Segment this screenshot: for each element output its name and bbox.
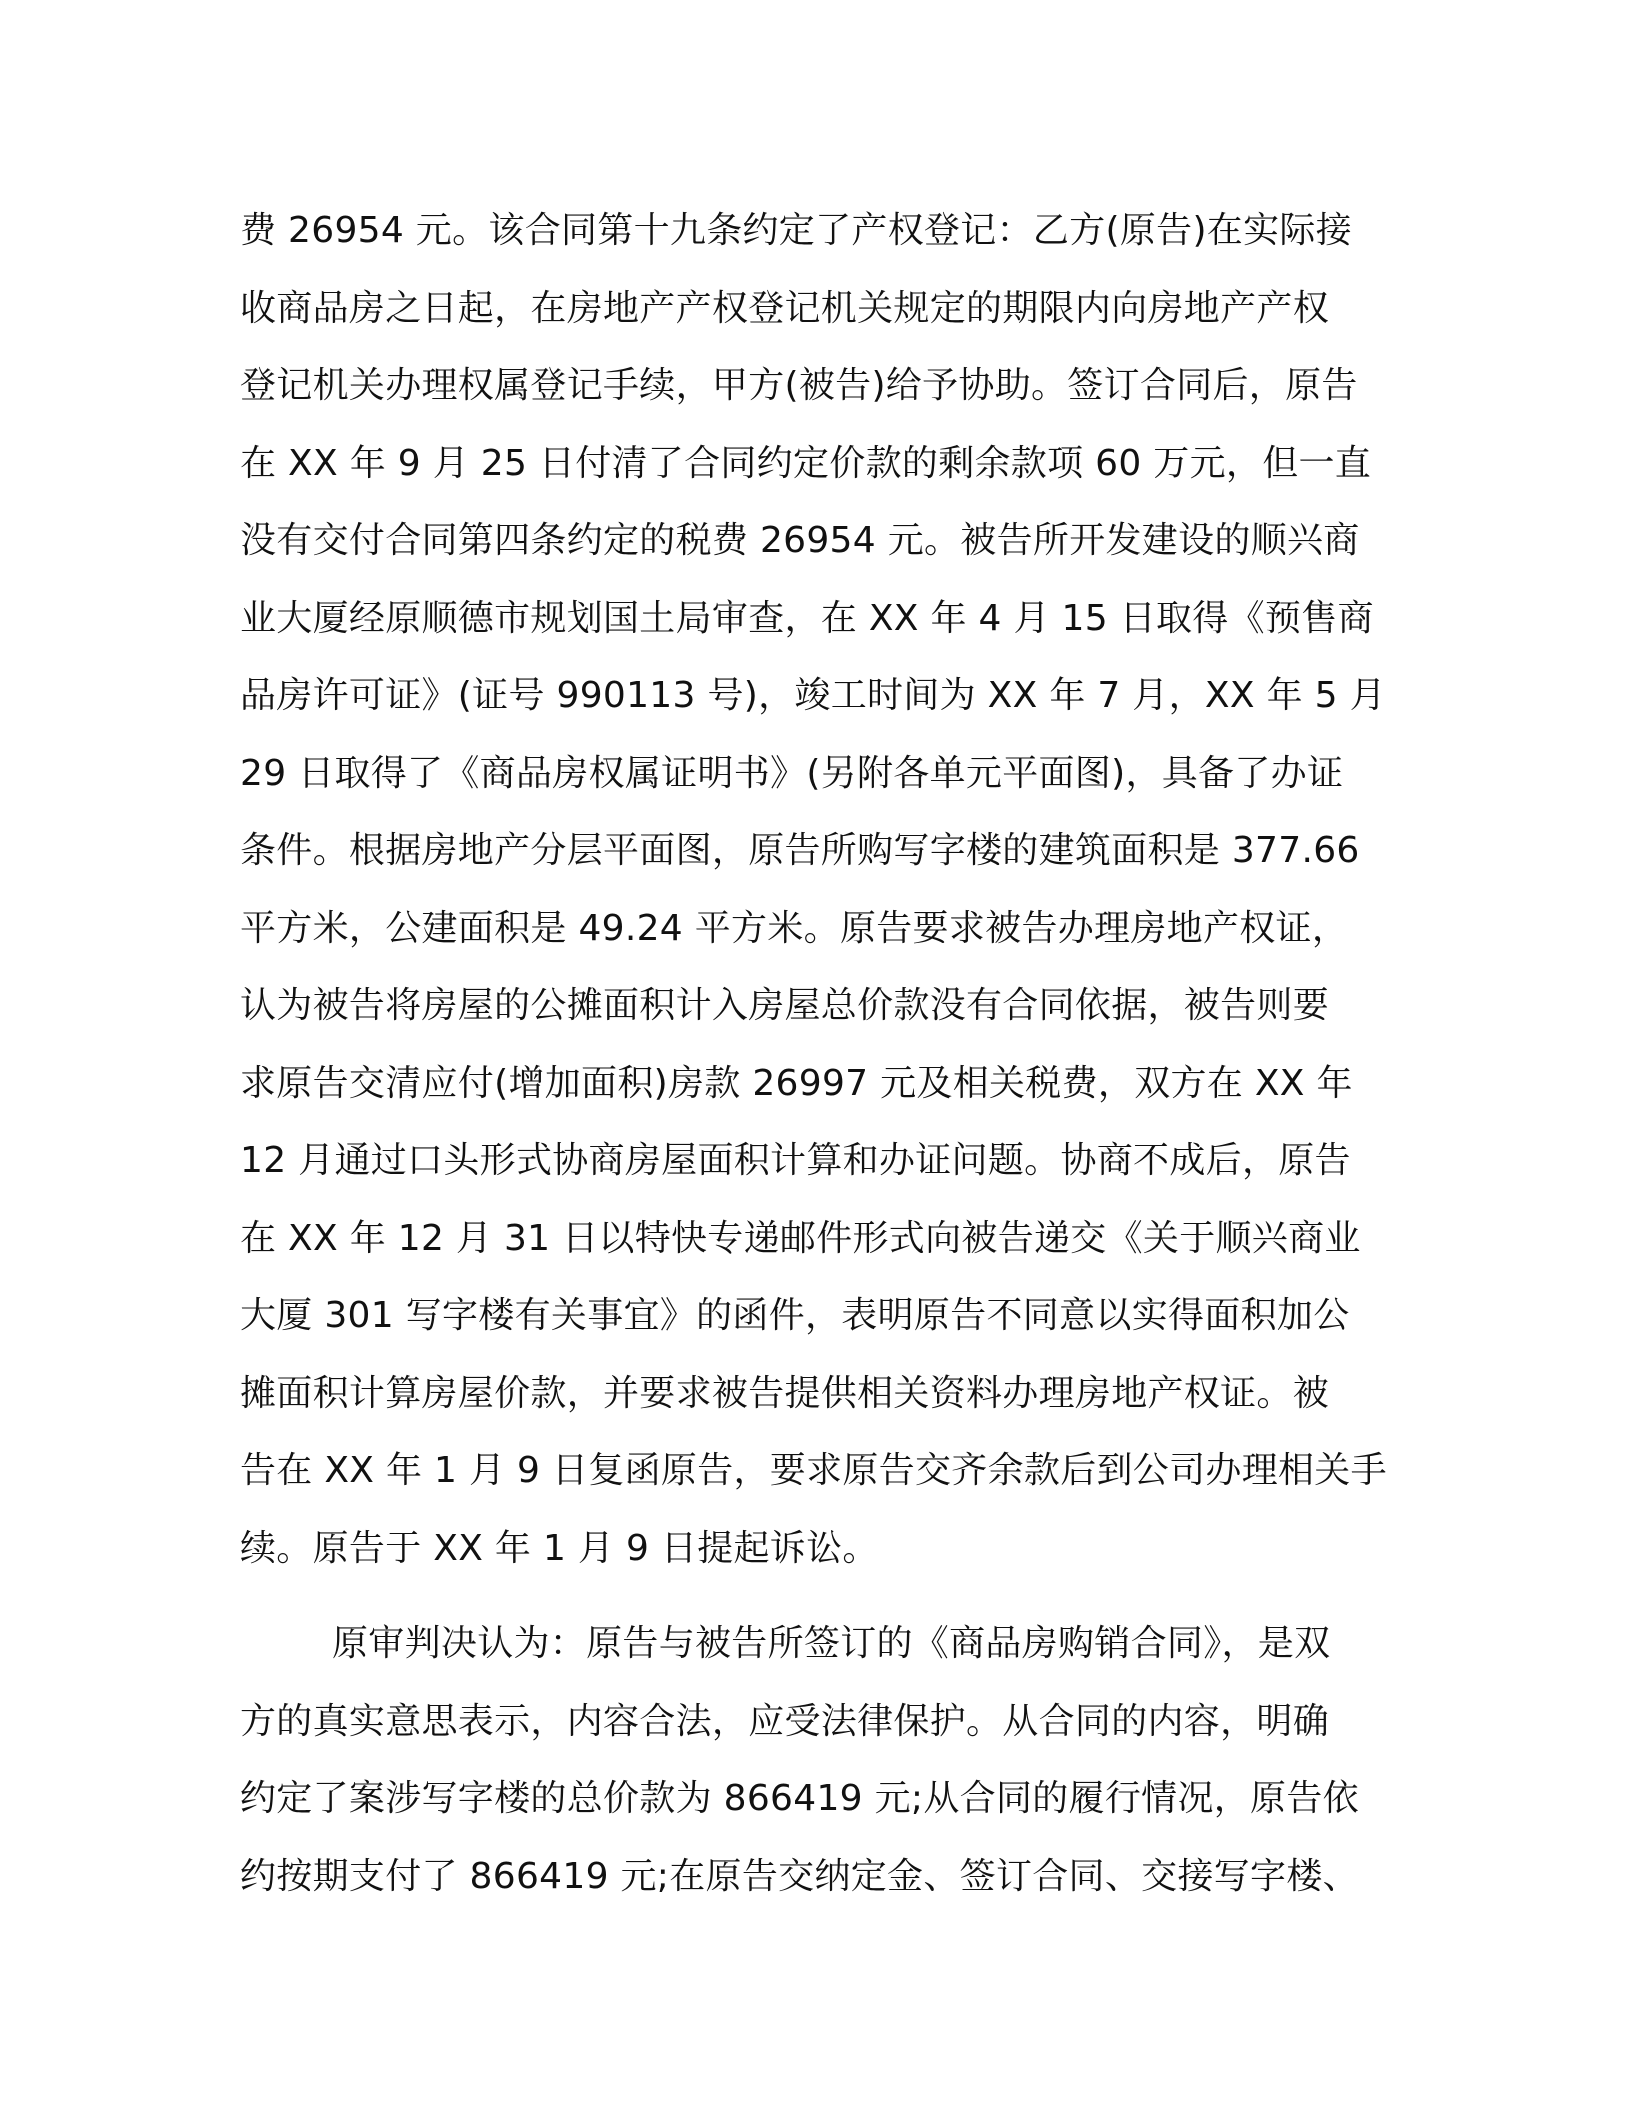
text-line: 没有交付合同第四条约定的税费 26954 元。被告所开发建设的顺兴商	[240, 520, 1360, 561]
text-line: 原审判决认为：原告与被告所签订的《商品房购销合同》，是双	[332, 1623, 1331, 1664]
text-line: 约定了案涉写字楼的总价款为 866419 元;从合同的履行情况，原告依	[240, 1778, 1359, 1819]
text-line: 登记机关办理权属登记手续，甲方(被告)给予协助。签订合同后，原告	[240, 365, 1358, 406]
document-body	[240, 192, 1390, 1915]
paragraph-spacer	[240, 1587, 1390, 1605]
text-line: 认为被告将房屋的公摊面积计入房屋总价款没有合同依据，被告则要	[240, 985, 1330, 1026]
text-line: 在 XX 年 12 月 31 日以特快专递邮件形式向被告递交《关于顺兴商业	[240, 1217, 1361, 1259]
text-line: 大厦 301 写字楼有关事宜》的函件，表明原告不同意以实得面积加公	[240, 1295, 1350, 1336]
text-line: 方的真实意思表示，内容合法，应受法律保护。从合同的内容，明确	[240, 1700, 1330, 1742]
text-line: 平方米，公建面积是 49.24 平方米。原告要求被告办理房地产权证，	[240, 907, 1349, 949]
text-line: 12 月通过口头形式协商房屋面积计算和办证问题。协商不成后，原告	[240, 1140, 1351, 1181]
text-line: 收商品房之日起，在房地产产权登记机关规定的期限内向房地产产权	[240, 287, 1330, 329]
text-line: 求原告交清应付(增加面积)房款 26997 元及相关税费，双方在 XX 年	[240, 1062, 1353, 1104]
text-line: 摊面积计算房屋价款，并要求被告提供相关资料办理房地产权证。被	[240, 1372, 1330, 1414]
text-line: 续。原告于 XX 年 1 月 9 日提起诉讼。	[240, 1527, 879, 1569]
text-line: 业大厦经原顺德市规划国土局审查，在 XX 年 4 月 15 日取得《预售商	[240, 597, 1374, 639]
text-line: 费 26954 元。该合同第十九条约定了产权登记：乙方(原告)在实际接	[240, 210, 1352, 251]
paragraph-2	[240, 1605, 1390, 1915]
text-line: 在 XX 年 9 月 25 日付清了合同约定价款的剩余款项 60 万元，但一直	[240, 442, 1372, 484]
text-line: 品房许可证》(证号 990113 号)，竣工时间为 XX 年 7 月，XX 年 5 月	[240, 675, 1386, 716]
text-line: 告在 XX 年 1 月 9 日复函原告，要求原告交齐余款后到公司办理相关手	[240, 1450, 1387, 1491]
paragraph-1	[240, 192, 1390, 1587]
text-line: 29 日取得了《商品房权属证明书》(另附各单元平面图)，具备了办证	[240, 752, 1344, 794]
text-line: 条件。根据房地产分层平面图，原告所购写字楼的建筑面积是 377.66	[240, 830, 1360, 871]
text-line: 约按期支付了 866419 元;在原告交纳定金、签订合同、交接写字楼、	[240, 1855, 1359, 1897]
